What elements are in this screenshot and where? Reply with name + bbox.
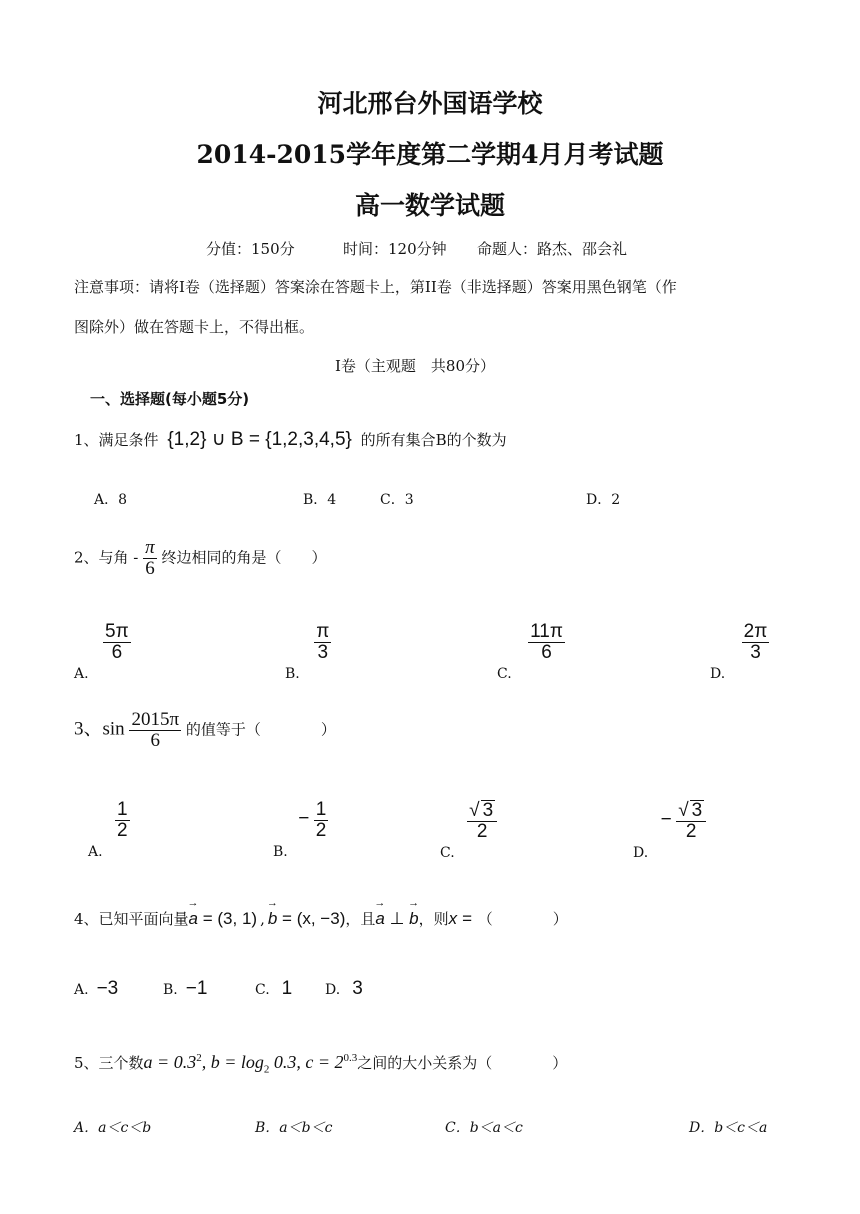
q2-option-d-frac: $\frac{2\pi}{3}$ <box>743 621 768 663</box>
q4-option-a-value: −3 <box>96 978 119 999</box>
q2-option-b[interactable] <box>285 621 331 683</box>
q2-option-c-label: C. <box>497 666 512 683</box>
q2-option-d[interactable] <box>710 621 769 683</box>
q4-perp: → a ⊥ → b <box>375 909 418 928</box>
q2-option-a[interactable] <box>74 621 131 683</box>
q4-option-a-label: A. <box>74 982 89 998</box>
q4-vector-b: → b = (x, −3) <box>268 909 346 928</box>
q2-option-c[interactable] <box>497 621 565 683</box>
q5-option-b[interactable]: B．a＜b＜c <box>255 1120 333 1136</box>
q3-option-b-sign: − <box>298 808 310 830</box>
info-time: 时间：120分钟 <box>343 240 447 258</box>
q3-option-b-frac: $\frac{1}{2}$ <box>315 799 327 841</box>
q2-option-d-label: D. <box>710 666 726 683</box>
q2-option-a-frac: $\frac{5\pi}{6}$ <box>105 621 129 663</box>
q3-suffix: 的值等于（ ） <box>185 720 336 739</box>
q2-prefix: 2、与角 - <box>74 548 139 567</box>
question-2 <box>74 538 327 579</box>
q2-fraction: $\frac{\pi}{6}$ <box>145 537 155 579</box>
q4-option-d[interactable] <box>325 978 363 1000</box>
q3-option-a-label: A. <box>88 844 103 861</box>
q3-option-c-label: C. <box>440 844 455 861</box>
q4-prefix: 4、已知平面向量 <box>74 910 189 928</box>
q1-option-a[interactable]: A．8 <box>94 492 128 508</box>
q4-option-c[interactable] <box>255 978 292 1000</box>
q4-vector-a: → a = (3, 1) <box>189 909 258 928</box>
q4-mid: ，且 <box>345 910 376 928</box>
q2-option-a-label: A. <box>74 666 89 683</box>
q3-option-d-sign: − <box>660 808 672 830</box>
q1-prefix: 1、满足条件 <box>74 431 159 449</box>
subject-title: 高一数学试题 <box>354 191 505 220</box>
info-author: 命题人：路杰、邵会礼 <box>477 240 628 258</box>
q2-option-c-frac: $\frac{11\pi}{6}$ <box>530 621 563 663</box>
q4-option-a[interactable] <box>74 978 118 1000</box>
exam-title: 2014-2015学年度第二学期4月月考试题 <box>196 140 664 169</box>
q4-x-eq: x = <box>448 909 472 928</box>
q4-option-b-value: −1 <box>185 978 208 999</box>
q5-suffix: 之间的大小关系为（ ） <box>357 1054 568 1072</box>
q3-option-b[interactable] <box>273 799 328 861</box>
q3-option-d-label: D. <box>633 844 649 861</box>
school-title: 河北邢台外国语学校 <box>317 89 543 118</box>
q4-comma: , <box>260 910 265 928</box>
q3-fraction: $\frac{2015\pi}{6}$ <box>131 709 180 751</box>
q1-formula: {1,2} ∪ B = {1,2,3,4,5} <box>167 429 352 450</box>
notice-line-1: 注意事项：请将I卷（选择题）答案涂在答题卡上，第II卷（非选择题）答案用黑色钢笔（作 <box>74 278 677 296</box>
q3-option-b-label: B. <box>273 844 288 861</box>
q2-suffix: 终边相同的角是（ ） <box>161 548 327 567</box>
q5-prefix: 5、三个数 <box>74 1054 144 1072</box>
q4-option-b-label: B. <box>163 982 178 998</box>
question-4 <box>74 908 568 929</box>
q3-option-a[interactable] <box>88 799 130 861</box>
notice-line-2: 图除外）做在答题卡上，不得出框。 <box>74 318 315 336</box>
q5-option-d[interactable]: D．b＜c＜a <box>689 1120 768 1136</box>
q3-option-a-frac: $\frac{1}{2}$ <box>117 799 128 841</box>
q5-formula: $a = 0.3^2$, $b = \log_2 0.3$, $c = 2^{0.3}$ <box>143 1052 358 1076</box>
q2-option-b-frac: $\frac{\pi}{3}$ <box>316 621 330 663</box>
q3-option-c-frac: $\frac{√ 3}{2}$ <box>467 800 497 842</box>
q4-option-d-label: D. <box>325 982 341 998</box>
q1-option-b[interactable]: B．4 <box>303 492 337 508</box>
q3-option-d[interactable] <box>633 800 706 861</box>
q1-option-d[interactable]: D．2 <box>586 492 621 508</box>
section-heading: 一、选择题(每小题5分) <box>90 390 250 408</box>
q4-option-d-value: 3 <box>352 978 363 999</box>
info-score: 分值：150分 <box>206 240 295 258</box>
question-3 <box>74 710 336 751</box>
q3-option-d-frac: $\frac{√ 3}{2}$ <box>676 800 706 842</box>
question-5 <box>74 1052 567 1076</box>
q1-option-c[interactable]: C．3 <box>380 492 414 508</box>
q4-suffix: （ ） <box>477 910 568 928</box>
q4-then: ，则 <box>418 910 449 928</box>
q3-prefix: 3、sin <box>74 718 125 740</box>
volume-heading: I卷（主观题 共80分） <box>335 357 496 375</box>
q1-suffix: 的所有集合B的个数为 <box>360 431 507 449</box>
q3-option-c[interactable] <box>440 800 497 861</box>
q4-option-c-value: 1 <box>281 978 293 999</box>
question-1 <box>74 428 507 451</box>
q5-option-a[interactable]: A．a＜c＜b <box>74 1120 152 1136</box>
q4-option-c-label: C. <box>255 982 270 998</box>
q4-option-b[interactable] <box>163 978 207 1000</box>
q5-option-c[interactable]: C．b＜a＜c <box>445 1120 523 1136</box>
q2-option-b-label: B. <box>285 666 300 683</box>
